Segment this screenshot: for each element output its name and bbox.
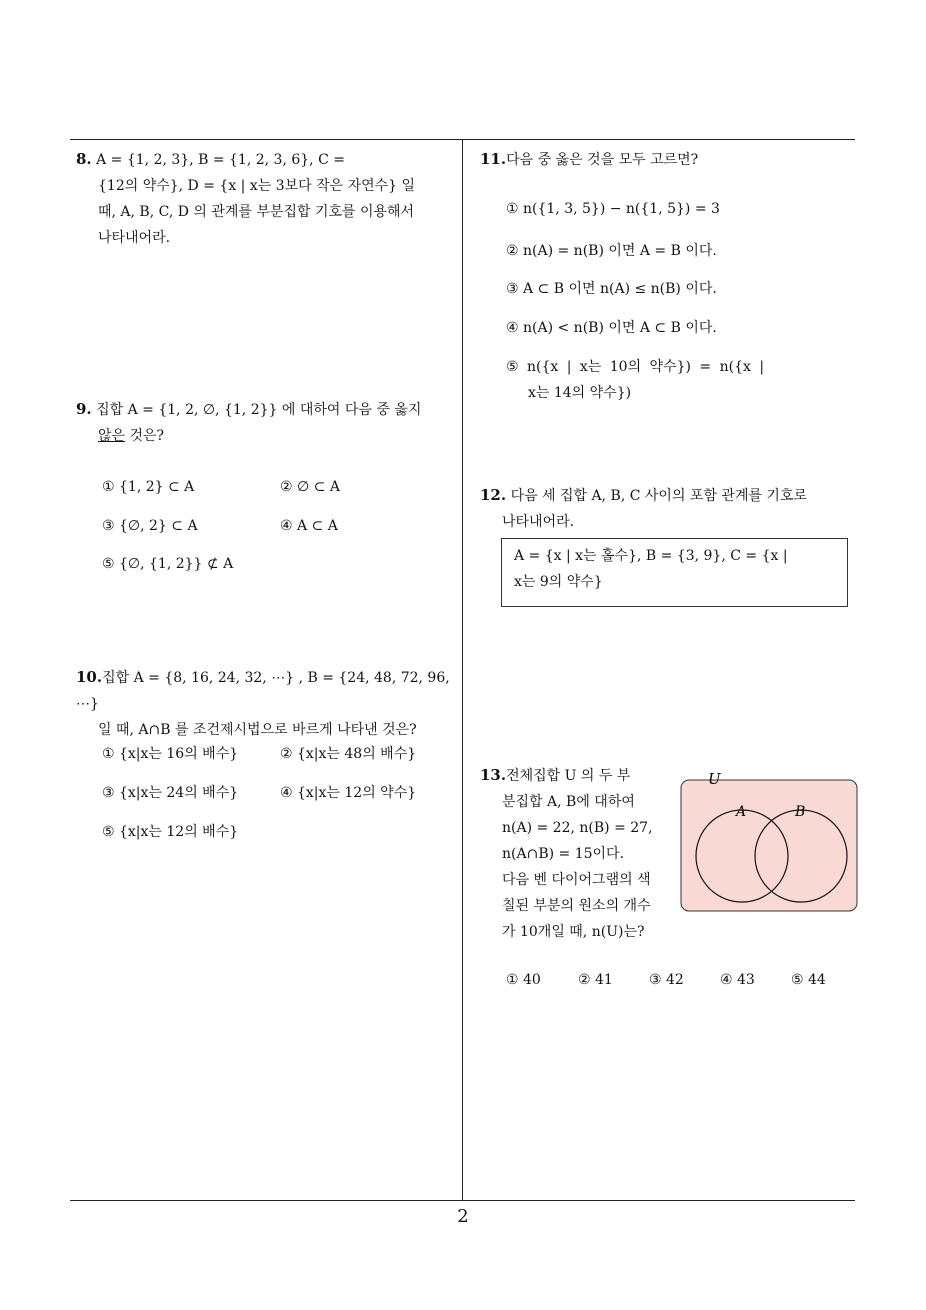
question-text: 다음 벤 다이어그램의 색 (502, 872, 651, 888)
choice-item[interactable]: ② n(A) = n(B) 이면 A = B 이다. (506, 243, 717, 259)
question-text: 가 10개일 때, n(U)는? (502, 924, 645, 940)
question-text: 일 때, A∩B 를 조건제시법으로 바르게 나타낸 것은? (98, 722, 417, 738)
question-9 (76, 396, 461, 449)
question-text: 분집합 A, B에 대하여 (502, 794, 635, 810)
choice-item[interactable]: ④ 43 (720, 972, 755, 988)
question-text: n(A∩B) = 15이다. (502, 846, 625, 862)
choice-item[interactable]: ① {1, 2} ⊂ A (102, 479, 195, 495)
universe-label: U (708, 770, 721, 788)
choice-item[interactable]: ② 41 (578, 972, 613, 988)
venn-diagram (680, 770, 860, 915)
box-text: x는 9의 약수} (514, 574, 603, 590)
set-b-label: B (795, 804, 806, 820)
underlined-text: 않은 (98, 428, 126, 444)
choice-item[interactable]: ③ A ⊂ B 이면 n(A) ≤ n(B) 이다. (506, 281, 717, 297)
question-text: n(A) = 22, n(B) = 27, (502, 820, 653, 836)
choice-item[interactable]: ③ {x|x는 24의 배수} (102, 785, 239, 801)
choice-item[interactable]: ② {x|x는 48의 배수} (280, 746, 417, 762)
question-number: 13. (480, 766, 507, 784)
question-text: 전체집합 U 의 두 부 (506, 768, 631, 784)
question-8 (76, 146, 456, 251)
question-number: 9. (76, 400, 92, 418)
question-text: 나타내어라. (502, 514, 575, 530)
question-text: 집합 A = {1, 2, ∅, {1, 2}} 에 대하여 다음 중 옳지 (96, 402, 422, 418)
question-text: 칠된 부분의 원소의 개수 (502, 898, 651, 914)
choice-item[interactable]: ① {x|x는 16의 배수} (102, 746, 239, 762)
question-number: 8. (76, 150, 92, 168)
box-text: A = {x | x는 홀수}, B = {3, 9}, C = {x | (514, 548, 788, 564)
choice-item[interactable]: ① n({1, 3, 5}) − n({1, 5}) = 3 (506, 201, 720, 217)
column-divider (462, 139, 463, 1200)
question-11 (480, 146, 855, 173)
question-text: 다음 세 집합 A, B, C 사이의 포함 관계를 기호로 (510, 488, 808, 504)
choice-item[interactable]: ⑤ n({x | x는 10의 약수}) = n({x | (506, 359, 765, 375)
question-text: 다음 중 옳은 것을 모두 고르면? (506, 152, 699, 168)
question-number: 10. (76, 668, 103, 686)
page-number: 2 (457, 1206, 469, 1227)
choice-item[interactable]: ⑤ 44 (791, 972, 826, 988)
choice-item[interactable]: ⑤ {∅, {1, 2}} ⊄ A (102, 556, 234, 572)
question-12 (480, 482, 860, 535)
question-10 (76, 664, 461, 743)
condition-box (501, 538, 848, 607)
question-13 (480, 762, 670, 945)
question-number: 12. (480, 486, 507, 504)
question-text: 것은? (125, 428, 165, 444)
question-text: A = {1, 2, 3}, B = {1, 2, 3, 6}, C = (96, 152, 345, 168)
question-number: 11. (480, 150, 507, 168)
question-text: 집합 A = {8, 16, 24, 32, ⋯} , B = {24, 48, 72, 96, ⋯} (76, 670, 450, 712)
bottom-rule (70, 1200, 855, 1201)
choice-item[interactable]: ② ∅ ⊂ A (280, 479, 340, 495)
question-text: 때, A, B, C, D 의 관계를 부분집합 기호를 이용해서 (98, 204, 415, 220)
choice-item[interactable]: ③ {∅, 2} ⊂ A (102, 518, 198, 534)
question-text: {12의 약수}, D = {x | x는 3보다 작은 자연수} 일 (98, 178, 416, 194)
choice-item[interactable]: ④ {x|x는 12의 약수} (280, 785, 417, 801)
choice-continuation: x는 14의 약수}) (528, 385, 632, 401)
set-a-label: A (736, 804, 747, 820)
question-text: 나타내어라. (98, 230, 171, 246)
choice-item[interactable]: ④ A ⊂ A (280, 518, 338, 534)
choice-item[interactable]: ④ n(A) < n(B) 이면 A ⊂ B 이다. (506, 320, 717, 336)
choice-item[interactable]: ⑤ {x|x는 12의 배수} (102, 824, 239, 840)
choice-item[interactable]: ③ 42 (649, 972, 684, 988)
choice-item[interactable]: ① 40 (506, 972, 541, 988)
